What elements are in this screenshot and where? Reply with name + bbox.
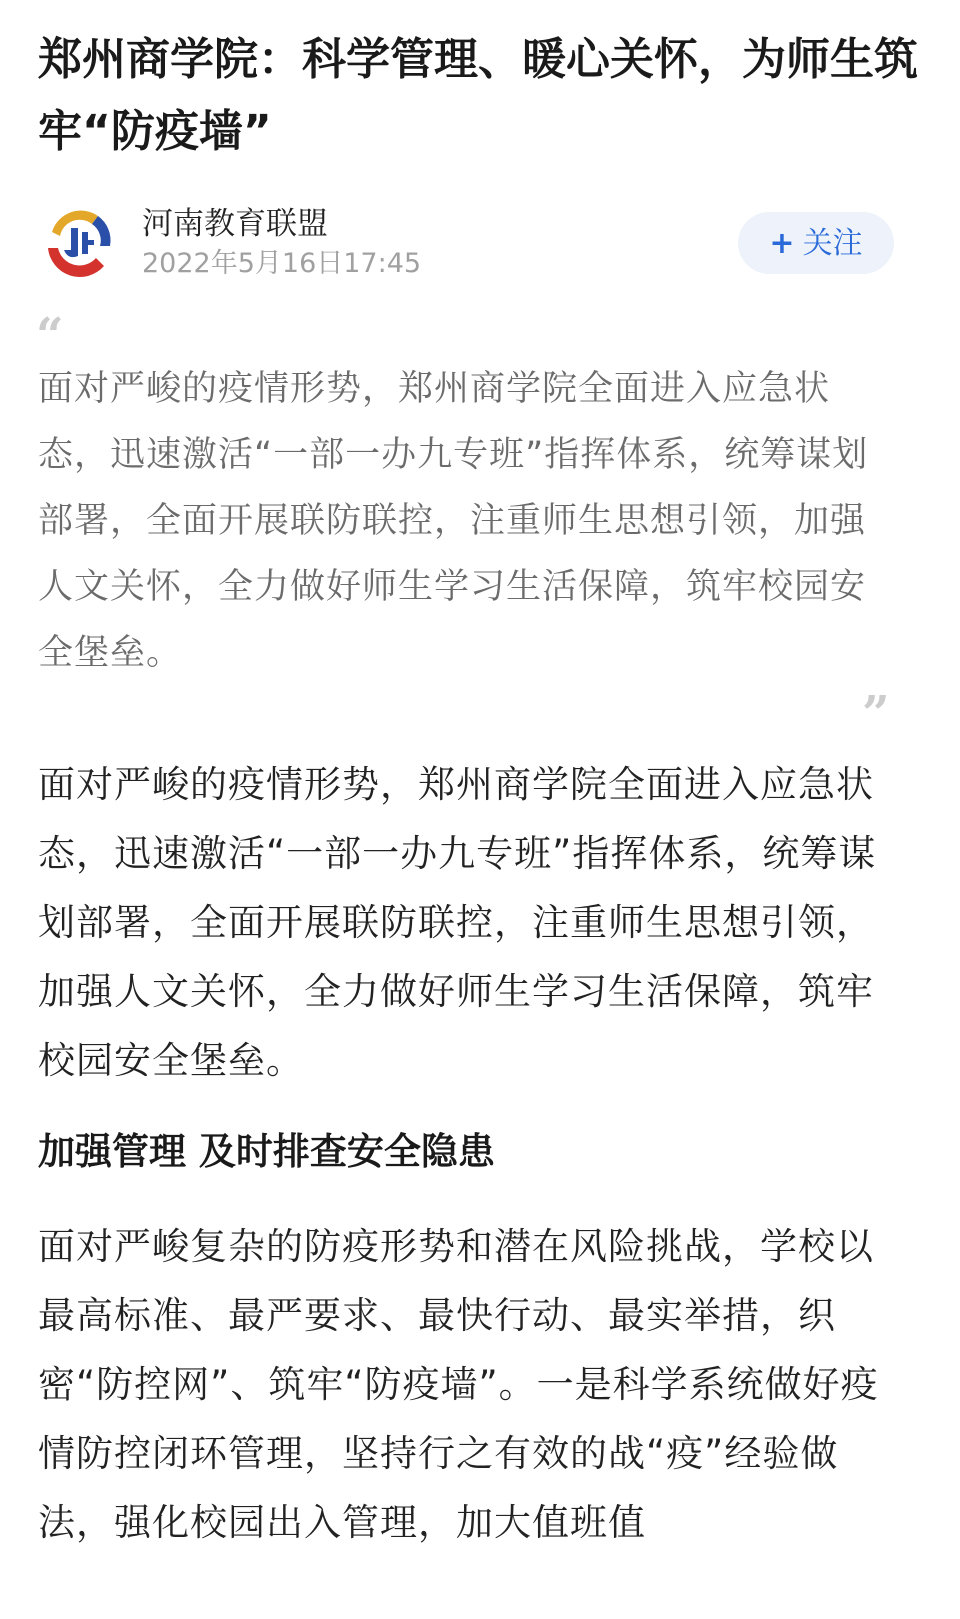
body-paragraph: 面对严峻复杂的防疫形势和潜在风险挑战，学校以最高标准、最严要求、最快行动、最实举措，织密“防控网”、筑牢“防疫墙”。一是科学系统做好疫情防控闭环管理，坚持行之有效的战“疫”经验做法，强化校园出入管理，加大值班值: [38, 1225, 879, 1544]
publish-date: 2022年5月16日17:45: [142, 248, 422, 279]
author-name[interactable]: 河南教育联盟: [142, 206, 328, 242]
close-quote-icon: ”: [862, 686, 890, 742]
henan-education-alliance-logo-icon: [38, 202, 120, 284]
follow-button[interactable]: [738, 212, 894, 274]
section-heading: 加强管理 及时排查安全隐患: [38, 1130, 495, 1173]
author-avatar[interactable]: [38, 202, 120, 284]
plus-icon: +: [769, 226, 795, 261]
body-paragraph: 面对严峻的疫情形势，郑州商学院全面进入应急状态，迅速激活“一部一办九专班”指挥体系，统筹谋划部署，全面开展联防联控，注重师生思想引领，加强人文关怀，全力做好师生学习生活保障，筑牢校园安全堡垒。: [38, 763, 877, 1082]
follow-label: 关注: [802, 226, 863, 261]
open-quote-icon: “: [36, 308, 64, 364]
article-title: 郑州商学院：科学管理、暖心关怀，为师生筑牢“防疫墙”: [38, 34, 918, 157]
article-summary: 面对严峻的疫情形势，郑州商学院全面进入应急状态，迅速激活“一部一办九专班”指挥体系，统筹谋划部署，全面开展联防联控，注重师生思想引领，加强人文关怀，全力做好师生学习生活保障，筑牢校园安全堡垒。: [38, 369, 869, 673]
author-bar: [38, 202, 898, 292]
